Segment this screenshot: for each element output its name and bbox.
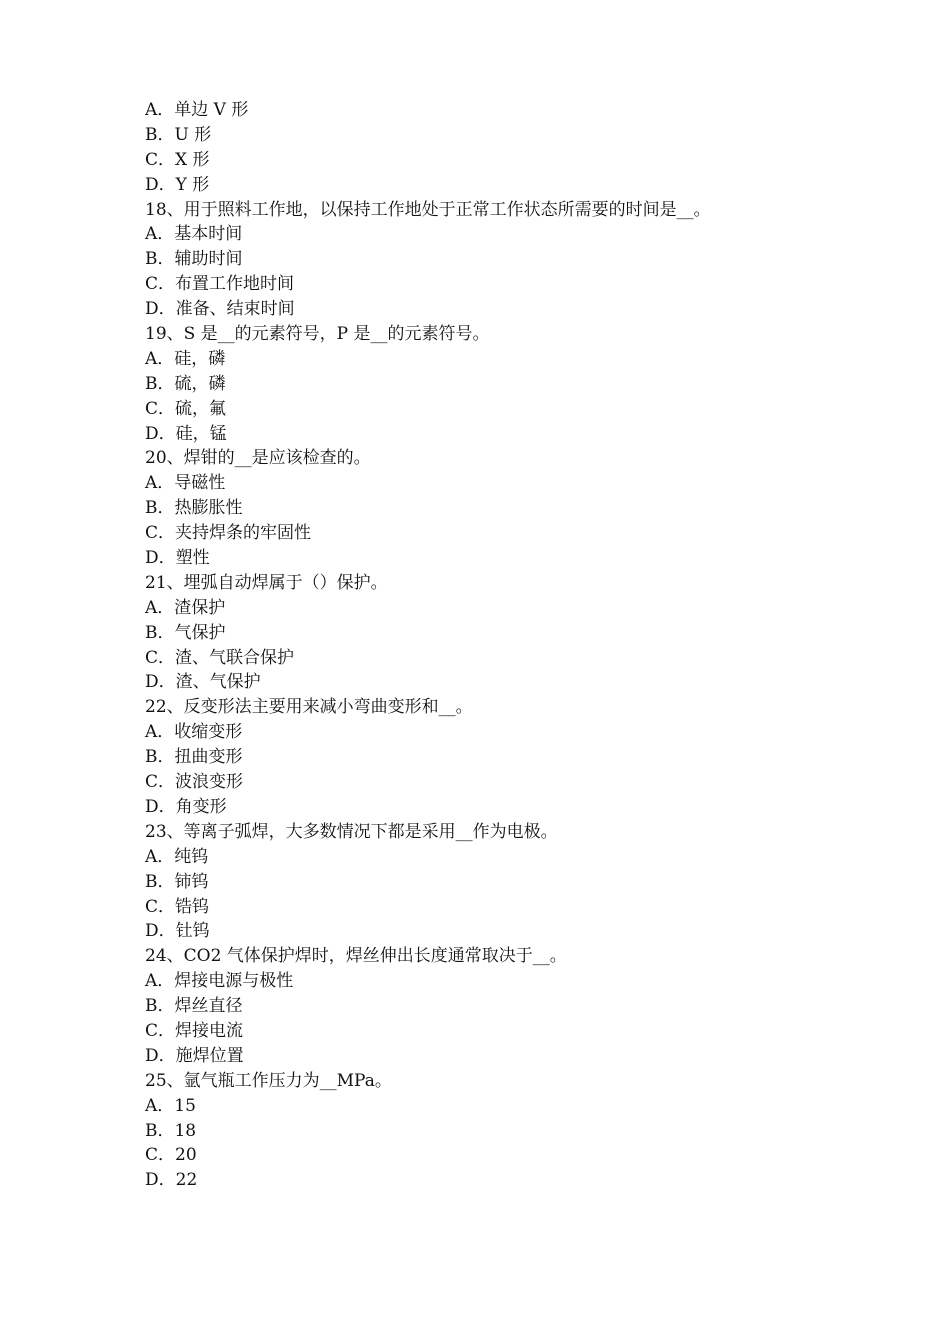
option-line: D．钍钨 (145, 921, 210, 942)
option-line: B．热膨胀性 (145, 498, 243, 519)
option-line: A．导磁性 (145, 473, 226, 494)
option-line: B．U 形 (145, 124, 212, 145)
option-line: A．单边 V 形 (145, 100, 249, 120)
option-line: C．20 (145, 1145, 197, 1166)
option-line: B．扭曲变形 (145, 747, 243, 768)
option-line: D．Y 形 (145, 174, 210, 195)
option-line: A．纯钨 (145, 846, 209, 867)
option-line: C．锆钨 (145, 896, 210, 917)
option-line: D．角变形 (145, 796, 227, 817)
option-line: D．22 (145, 1170, 198, 1191)
option-line: C．X 形 (145, 149, 210, 170)
question-24: 24、CO2 气体保护焊时，焊丝伸出长度通常取决于__。 (145, 946, 567, 967)
option-line: A．焊接电源与极性 (145, 971, 294, 992)
option-line: D．渣、气保护 (145, 672, 261, 693)
option-line: D．硅，锰 (145, 423, 227, 444)
question-21: 21、埋弧自动焊属于（）保护。 (145, 572, 388, 593)
question-23: 23、等离子弧焊，大多数情况下都是采用__作为电极。 (145, 821, 558, 842)
question-20: 20、焊钳的__是应该检查的。 (145, 448, 371, 469)
option-line: B．焊丝直径 (145, 996, 243, 1017)
question-19: 19、S 是__的元素符号，P 是__的元素符号。 (145, 324, 490, 345)
option-line: B．18 (145, 1120, 197, 1141)
option-line: D．准备、结束时间 (145, 299, 295, 320)
question-22: 22、反变形法主要用来减小弯曲变形和__。 (145, 697, 473, 718)
option-line: A．15 (145, 1095, 196, 1116)
option-line: C．波浪变形 (145, 772, 244, 793)
document-body (145, 98, 845, 1193)
option-line: C．布置工作地时间 (145, 274, 295, 295)
option-line: C．夹持焊条的牢固性 (145, 523, 312, 544)
question-25: 25、氩气瓶工作压力为__MPa。 (145, 1070, 392, 1091)
option-line: C．焊接电流 (145, 1020, 244, 1041)
option-line: C．渣、气联合保护 (145, 647, 295, 668)
option-line: B．气保护 (145, 622, 226, 643)
option-line: C．硫，氟 (145, 398, 227, 419)
option-line: A．硅，磷 (145, 348, 226, 369)
question-18: 18、用于照料工作地，以保持工作地处于正常工作状态所需要的时间是__。 (145, 199, 711, 220)
option-line: B．硫，磷 (145, 373, 226, 394)
option-line: D．施焊位置 (145, 1045, 244, 1066)
option-line: A．基本时间 (145, 224, 243, 245)
option-line: A．收缩变形 (145, 722, 243, 743)
option-line: B．铈钨 (145, 871, 209, 892)
option-line: D．塑性 (145, 548, 210, 569)
option-line: A．渣保护 (145, 597, 226, 618)
option-line: B．辅助时间 (145, 249, 243, 270)
